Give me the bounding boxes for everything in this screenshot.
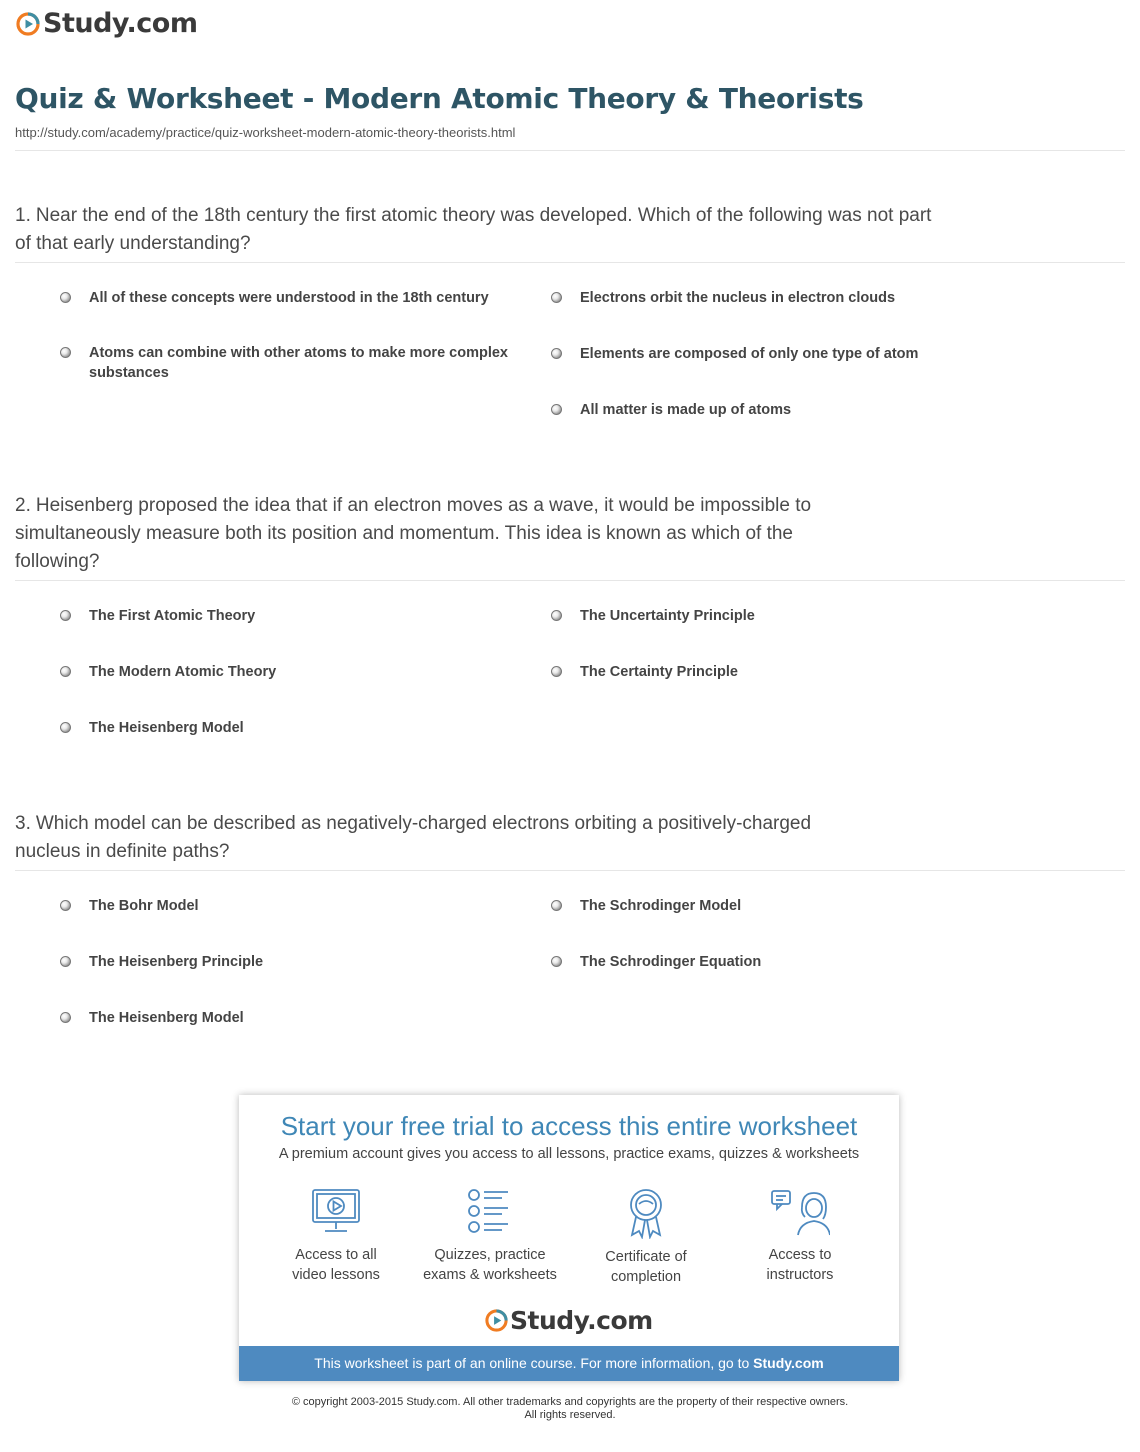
studycom-logo-footer[interactable] bbox=[485, 1306, 653, 1335]
logo-wordmark: Study.com bbox=[43, 8, 198, 39]
question-text: 3. Which model can be described as negatively-charged electrons orbiting a positively-charged nucleus in definite paths? bbox=[15, 813, 812, 862]
answer-option[interactable]: The Certainty Principle bbox=[551, 662, 1010, 682]
course-info-bar: This worksheet is part of an online course. For more information, go to Study.com bbox=[239, 1346, 899, 1381]
answer-option[interactable]: The Heisenberg Model bbox=[60, 1008, 519, 1028]
question-text: 1. Near the end of the 18th century the first atomic theory was developed. Which of the following was not part of that early understanding? bbox=[15, 205, 932, 254]
feature-certificate: Certificate of completion bbox=[566, 1187, 726, 1287]
promo-headline[interactable]: Start your free trial to access this entire worksheet bbox=[280, 1111, 858, 1141]
studycom-link[interactable]: Study.com bbox=[753, 1355, 824, 1371]
answer-option[interactable]: All matter is made up of atoms bbox=[551, 400, 1010, 420]
logo-wordmark: Study.com bbox=[510, 1306, 653, 1335]
studycom-logo[interactable] bbox=[16, 8, 197, 39]
radio-button[interactable] bbox=[551, 900, 562, 911]
question-1 bbox=[15, 202, 1125, 258]
answer-option[interactable]: The Bohr Model bbox=[60, 896, 519, 916]
radio-button[interactable] bbox=[60, 292, 71, 303]
answer-option[interactable]: The Heisenberg Principle bbox=[60, 952, 519, 972]
radio-button[interactable] bbox=[551, 404, 562, 415]
answer-option[interactable]: Electrons orbit the nucleus in electron clouds bbox=[551, 288, 1010, 308]
worksheet-url[interactable]: http://study.com/academy/practice/quiz-worksheet-modern-atomic-theory-theorists.html bbox=[15, 125, 516, 140]
promo-subline: A premium account gives you access to all lessons, practice exams, quizzes & worksheets bbox=[278, 1146, 860, 1162]
radio-button[interactable] bbox=[551, 610, 562, 621]
divider bbox=[15, 262, 1125, 263]
answer-option[interactable]: The Uncertainty Principle bbox=[551, 606, 1010, 626]
question-3 bbox=[15, 810, 1125, 866]
answer-option[interactable]: Elements are composed of only one type of atom bbox=[551, 344, 1010, 364]
certificate-ribbon-icon bbox=[620, 1187, 672, 1239]
divider bbox=[15, 580, 1125, 581]
feature-instructors: Access to instructors bbox=[720, 1187, 880, 1285]
divider bbox=[15, 150, 1125, 151]
copyright-footer: © copyright 2003-2015 Study.com. All other trademarks and copyrights are the property of their respective owners. All rights reserved. bbox=[291, 1396, 849, 1421]
play-circle-logo-icon bbox=[16, 12, 40, 36]
page-title: Quiz & Worksheet - Modern Atomic Theory & Theorists bbox=[15, 82, 864, 115]
answer-option[interactable]: The Heisenberg Model bbox=[60, 718, 519, 738]
answer-option[interactable]: All of these concepts were understood in the 18th century bbox=[60, 288, 519, 308]
radio-button[interactable] bbox=[60, 666, 71, 677]
divider bbox=[15, 870, 1125, 871]
radio-button[interactable] bbox=[551, 292, 562, 303]
free-trial-promo bbox=[239, 1095, 899, 1381]
feature-quizzes: Quizzes, practice exams & worksheets bbox=[410, 1187, 570, 1285]
answer-option[interactable]: Atoms can combine with other atoms to make more complex substances bbox=[60, 343, 519, 383]
answer-option[interactable]: The Schrodinger Model bbox=[551, 896, 1010, 916]
answer-option[interactable]: The Modern Atomic Theory bbox=[60, 662, 519, 682]
radio-button[interactable] bbox=[551, 348, 562, 359]
play-circle-logo-icon bbox=[485, 1309, 508, 1332]
answer-option[interactable]: The Schrodinger Equation bbox=[551, 952, 1010, 972]
radio-button[interactable] bbox=[60, 956, 71, 967]
radio-button[interactable] bbox=[60, 900, 71, 911]
feature-video-lessons: Access to all video lessons bbox=[256, 1187, 416, 1285]
video-lesson-icon bbox=[310, 1187, 362, 1237]
radio-button[interactable] bbox=[551, 666, 562, 677]
radio-button[interactable] bbox=[60, 1012, 71, 1023]
instructor-chat-icon bbox=[770, 1187, 830, 1237]
radio-button[interactable] bbox=[551, 956, 562, 967]
radio-button[interactable] bbox=[60, 347, 71, 358]
question-2 bbox=[15, 492, 1125, 576]
question-text: 2. Heisenberg proposed the idea that if an electron moves as a wave, it would be impossible to simultaneously measure both its position and momentum. This idea is known as which of the following? bbox=[15, 495, 812, 572]
answer-option[interactable]: The First Atomic Theory bbox=[60, 606, 519, 626]
radio-button[interactable] bbox=[60, 722, 71, 733]
checklist-icon bbox=[464, 1187, 516, 1237]
radio-button[interactable] bbox=[60, 610, 71, 621]
